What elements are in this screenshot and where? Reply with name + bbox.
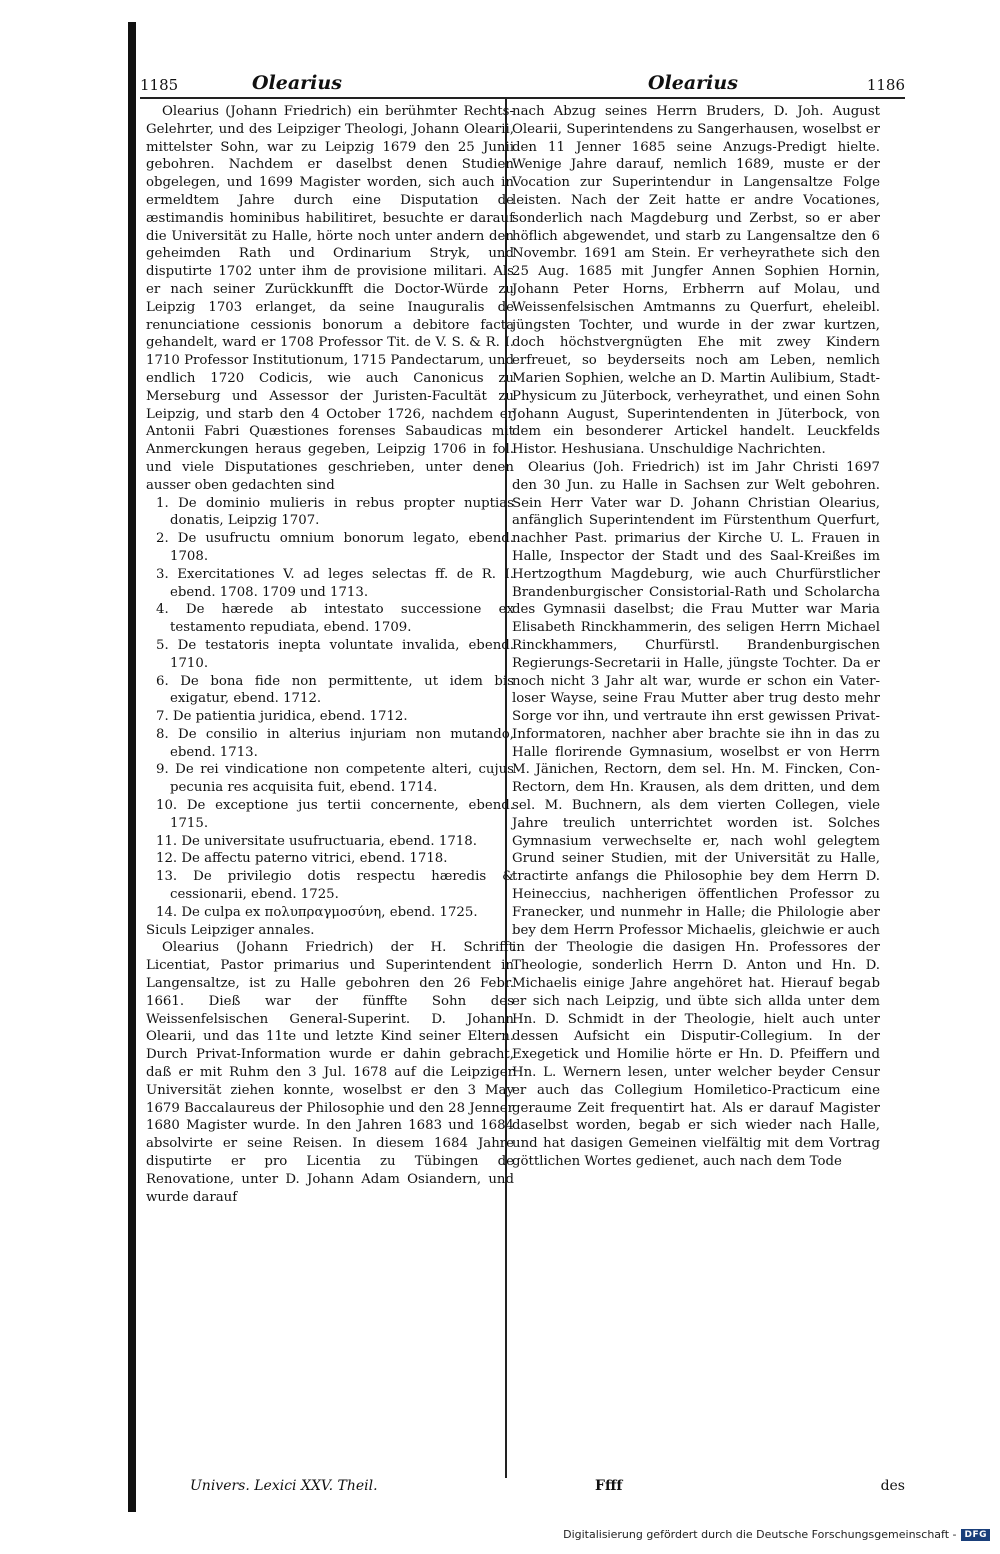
list-item: 11. De universitate usufructuaria, ebend. 1718. bbox=[156, 833, 477, 849]
list-item: 9. De rei vindicatione non competente alteri, cujus pecunia res acquisita fuit, ebend. 1714. bbox=[156, 762, 514, 796]
page-number-left: 1185 bbox=[140, 76, 179, 94]
list-item: 5. De testatoris inepta voluntate invalida, ebend. 1710. bbox=[156, 637, 514, 671]
list-item: 6. De bona fide non permittente, ut idem bis exigatur, ebend. 1712. bbox=[156, 673, 514, 707]
list-item: 3. Exercitationes V. ad leges selectas ff. de R. I. ebend. 1708. 1709 und 1713. bbox=[156, 566, 514, 600]
entry-olearius-1697: Olearius (Joh. Friedrich) ist im Jahr Christi 1697 den 30 Jun. zu Halle in Sachsen zur Welt gebohren. Sein Herr Vater war D. Johann Christian Olearius, anfänglich Superintendent im Fürstenthum Querfurt, nachher Past. primarius der Kirche U. L. Frauen in Halle, Inspector der Stadt und des Saal-Kreißes im Hertzogthum Magdeburg, wie auch Churfürstlicher Brandenburgischer Consistorial-Rath und Scholarcha des Gymnasii daselbst; die Frau Mutter war Maria Elisabeth Rinckhammerin, des seligen Herrn Michael Rinckhammers, Churfürstl. Brandenburgischen Regierungs-Secretarii in Halle, jüngste Tochter. Da er noch nicht 3 Jahr alt war, wurde er schon ein Vater-loser Wayse, seine Frau Mutter aber trug desto mehr Sorge vor ihn, und vertraute ihn erst gewissen Privat-Informatoren, nachher aber brachte sie ihn in das zu Halle florirende Gymnasium, woselbst er von Herrn M. Jänichen, Rectorn, dem sel. Hn. M. Fincken, Con-Rectorn, dem Hn. Krausen, als dem dritten, und dem sel. M. Buchnern, als dem vierten Collegen, viele Jahre treulich unterrichtet worden ist. Solches Gymnasium verwechselte er, nach wohl gelegtem Grund seiner Studien, mit der Universität zu Halle, tractirte anfangs die Philosophie bey dem Herrn D. Heineccius, nachherigen öffentlichen Professor zu Franecker, und nunmehr in Halle; die Philologie aber bey dem Herrn Professor Michaelis, gleichwie er auch in der Theologie die dasigen Hn. Professores der Theologie, sonderlich Herrn D. Anton und Hn. D. Michaelis einige Jahre angehöret hat. Hierauf begab er sich nach Leipzig, und übte sich allda unter dem Hn. D. Schmidt in der Theologie, hielt auch unter dessen Aufsicht ein Disputir-Collegium. In der Exegetick und Homilie hörte er Hn. D. Pfeiffern und Hn. L. Wernern lesen, unter welcher beyder Censur er auch das Collegium Homiletico-Practicum eine geraume Zeit frequentirt hat. Als er darauf Magister daselbst worden, begab er sich wieder nach Halle, und hat dasigen Gemeinen vielfältig mit dem Vortrag göttlichen Wortes gedienet, auch nach dem Tode bbox=[512, 459, 880, 1170]
scan-edge-bar bbox=[128, 22, 136, 1512]
book-page bbox=[140, 72, 905, 1516]
list-item: 1. De dominio mulieris in rebus propter nuptias donatis, Leipzig 1707. bbox=[156, 495, 514, 529]
signature-mark: Ffff bbox=[595, 1478, 623, 1494]
credit-text: Digitalisierung gefördert durch die Deutsche Forschungsgemeinschaft - bbox=[563, 1528, 957, 1541]
list-item: 8. De consilio in alterius injuriam non mutando, ebend. 1713. bbox=[156, 726, 514, 760]
running-title-right: Olearius bbox=[648, 72, 738, 94]
list-item: 2. De usufructu omnium bonorum legato, ebend. 1708. bbox=[156, 531, 514, 564]
right-column bbox=[512, 103, 880, 1171]
list-item: 7. De patientia juridica, ebend. 1712. bbox=[156, 709, 408, 725]
running-title-left: Olearius bbox=[252, 72, 342, 94]
list-item: 10. De exceptione jus tertii concernente, ebend. 1715. bbox=[156, 798, 514, 831]
left-column bbox=[146, 103, 514, 1206]
catchword: des bbox=[880, 1478, 905, 1494]
digitization-credit bbox=[563, 1528, 990, 1541]
header-rule bbox=[140, 97, 905, 99]
list-item: 4. De hærede ab intestato successione ex testamento repudiata, ebend. 1709. bbox=[156, 602, 514, 636]
source-citation: Siculs Leipziger annales. bbox=[146, 922, 315, 938]
list-item: 12. De affectu paterno vitrici, ebend. 1718. bbox=[156, 851, 448, 867]
entry-continuation: nach Abzug seines Herrn Bruders, D. Joh. August Olearii, Superintendens zu Sangerhausen, woselbst er den 11 Jenner 1685 seine Anzugs-Predigt hielte. Wenige Jahre darauf, nemlich 1689, muste er der Vocation zur Superintendur in Langensaltze Folge leisten. Nach der Zeit hatte er andre Vocationes, sonderlich nach Magdeburg und Zerbst, so er aber höflich abgewendet, und starb zu Langensaltze den 6 Novembr. 1691 am Stein. Er verheyrathete sich den 25 Aug. 1685 mit Jungfer Annen Sophien Hornin, Johann Peter Horns, Erbherrn auf Molau, und Weissenfelsischen Amtmanns zu Querfurt, eheleibl. jüngsten Tochter, und wurde in der zwar kurtzen, doch höchstvergnügten Ehe mit zwey Kindern erfreuet, so beyderseits noch am Leben, nemlich Marien Sophien, welche an D. Martin Aulibium, Stadt-Physicum zu Jüterbock, verheyrathet, und einen Sohn Johann August, Superintendenten in Jüterbock, von dem ein besonderer Artickel handelt. Leuckfelds Histor. Heshusiana. Unschuldige Nachrichten. bbox=[512, 104, 880, 458]
volume-footer: Univers. Lexici XXV. Theil. bbox=[190, 1478, 378, 1494]
entry-olearius-theologian: Olearius (Johann Friedrich) der H. Schrifft Licentiat, Pastor primarius und Superintendent in Langensaltze, ist zu Halle gebohren den 26 Febr. 1661. Dieß war der fünffte Sohn des Weissenfelsischen General-Superint. D. Johann Olearii, und das 11te und letzte Kind seiner Eltern. Durch Privat-Information wurde er dahin gebracht, daß er mit Ruhm den 3 Jul. 1678 auf die Leipziger Universität ziehen konnte, woselbst er den 3 May 1679 Baccalaureus der Philosophie und den 28 Jenner 1680 Magister wurde. In den Jahren 1683 und 1684 absolvirte er seine Reisen. In diesem 1684 Jahre disputirte er pro Licentia zu Tübingen de Renovatione, unter D. Johann Adam Osiandern, und wurde darauf bbox=[146, 940, 514, 1205]
list-item: 13. De privilegio dotis respectu hæredis & cessionarii, ebend. 1725. bbox=[156, 869, 514, 903]
disputation-list bbox=[146, 495, 514, 922]
page-number-right: 1186 bbox=[866, 76, 905, 94]
dfg-logo-icon: DFG bbox=[961, 1529, 990, 1541]
list-item: 14. De culpa ex πολυπραγμοσύνη, ebend. 1725. bbox=[156, 904, 478, 920]
entry-olearius-jurist: Olearius (Johann Friedrich) ein berühmter Rechts-Gelehrter, und des Leipziger Theologi, Johann Olearii, mittelster Sohn, war zu Leipzig 1679 den 25 Junii gebohren. Nachdem er daselbst denen Studien obgelegen, und 1699 Magister worden, sich auch in ermeldtem Jahre durch eine Disputation de æstimandis hominibus habilitiret, besuchte er darauf die Universität zu Halle, hörte noch unter andern den geheimden Rath und Ordinarium Stryk, und disputirte 1702 unter ihm de provisione militari. Als er nach seiner Zurückkunfft die Doctor-Würde zu Leipzig 1703 erlanget, da seine Inauguralis de renunciatione cessionis bonorum a debitore facta gehandelt, ward er 1708 Professor Tit. de V. S. & R. I. 1710 Professor Institutionum, 1715 Pandectarum, und endlich 1720 Codicis, wie auch Canonicus zu Merseburg und Assessor der Juristen-Facultät zu Leipzig, und starb den 4 October 1726, nachdem er Antonii Fabri Quæstiones forenses Sabaudicas mit Anmerckungen heraus gegeben, Leipzig 1706 in fol. und viele Disputationes geschrieben, unter denen ausser oben gedachten sind bbox=[146, 104, 514, 493]
